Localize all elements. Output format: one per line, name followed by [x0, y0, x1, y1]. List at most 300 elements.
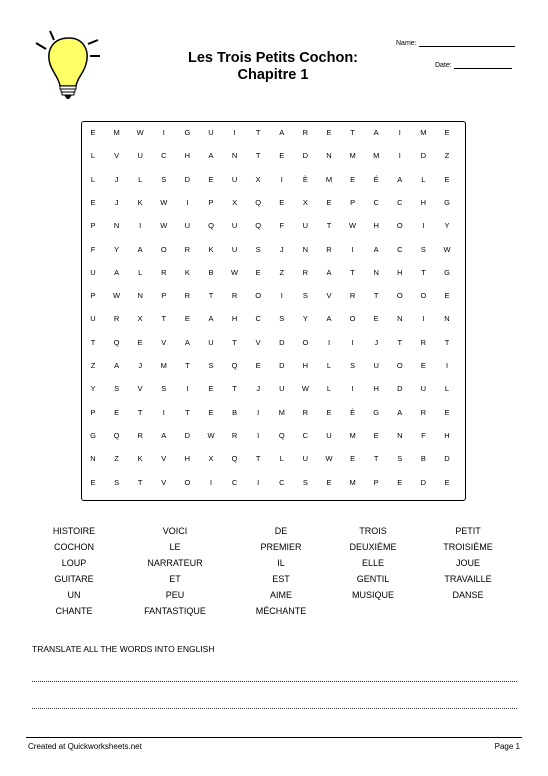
word-list-item: DANSE	[452, 590, 484, 600]
grid-letter[interactable]: A	[279, 128, 285, 137]
word-list-item: TRAVAILLE	[444, 574, 492, 584]
word-list-item: EST	[272, 574, 290, 584]
word-list-item: TROIS	[359, 526, 387, 536]
grid-letter[interactable]: L	[421, 174, 426, 184]
grid-letter[interactable]: U	[90, 314, 96, 324]
grid-letter[interactable]: V	[137, 384, 143, 394]
grid-letter[interactable]: H	[184, 151, 191, 161]
grid-letter[interactable]: J	[114, 197, 119, 207]
grid-letter[interactable]: P	[373, 477, 379, 487]
grid-letter[interactable]: E	[184, 314, 190, 324]
grid-letter[interactable]: J	[256, 384, 261, 394]
grid-letter[interactable]: G	[184, 128, 191, 137]
grid-letter[interactable]: L	[444, 384, 450, 394]
grid-letter[interactable]: M	[373, 151, 380, 161]
grid-letter[interactable]: P	[208, 197, 214, 207]
grid-letter[interactable]: E	[208, 407, 214, 417]
grid-letter[interactable]: H	[184, 454, 191, 464]
grid-letter[interactable]: O	[396, 221, 403, 231]
grid-letter[interactable]: T	[350, 128, 355, 137]
grid-letter[interactable]: T	[137, 407, 143, 417]
grid-letter[interactable]: G	[373, 407, 380, 417]
grid-letter[interactable]: E	[444, 477, 450, 487]
grid-letter[interactable]: V	[161, 477, 167, 487]
grid-letter[interactable]: I	[139, 221, 142, 231]
word-list-item: CHANTE	[55, 606, 93, 616]
grid-letter[interactable]: E	[326, 128, 332, 137]
word-list-item: DEUXIÈME	[349, 542, 397, 552]
grid-letter[interactable]: S	[161, 384, 167, 394]
grid-letter[interactable]: V	[326, 291, 332, 301]
grid-letter[interactable]: X	[302, 197, 308, 207]
word-list-item: MUSIQUE	[351, 590, 394, 600]
word-list-item: DE	[274, 526, 288, 536]
grid-letter[interactable]: N	[231, 151, 238, 161]
grid-letter[interactable]: L	[279, 454, 284, 464]
grid-letter[interactable]: R	[231, 430, 238, 440]
grid-letter[interactable]: A	[397, 174, 403, 184]
instructions: TRANSLATE ALL THE WORDS INTO ENGLISH	[32, 644, 215, 654]
grid-letter[interactable]: J	[138, 361, 143, 370]
grid-letter[interactable]: A	[114, 361, 120, 370]
grid-letter[interactable]: I	[398, 128, 401, 137]
word-list-item: NARRATEUR	[147, 558, 203, 568]
grid-letter[interactable]: E	[444, 128, 450, 137]
grid-letter[interactable]: O	[396, 361, 403, 370]
grid-letter[interactable]: W	[443, 244, 451, 254]
grid-letter[interactable]: T	[326, 221, 332, 231]
grid-letter[interactable]: Z	[114, 454, 119, 464]
grid-letter[interactable]: Q	[231, 361, 238, 370]
grid-letter[interactable]: N	[444, 314, 450, 324]
grid-letter[interactable]: P	[90, 407, 96, 417]
lightbulb-icon	[28, 28, 110, 104]
grid-letter[interactable]: S	[208, 361, 214, 370]
grid-letter[interactable]: M	[420, 128, 427, 137]
grid-letter[interactable]: N	[373, 267, 379, 277]
word-list-item: MÉCHANTE	[255, 606, 307, 616]
grid-letter[interactable]: T	[350, 267, 355, 277]
grid-letter[interactable]: E	[350, 454, 356, 464]
grid-letter[interactable]: R	[302, 407, 309, 417]
grid-letter[interactable]: D	[444, 454, 450, 464]
grid-letter[interactable]: L	[326, 361, 332, 370]
date-label: Date:	[435, 62, 452, 69]
grid-letter[interactable]: E	[137, 337, 143, 347]
grid-letter[interactable]: Y	[302, 314, 308, 324]
grid-letter[interactable]: Q	[113, 337, 120, 347]
grid-letter[interactable]: W	[349, 221, 357, 231]
grid-letter[interactable]: S	[302, 477, 308, 487]
grid-letter[interactable]: T	[232, 384, 237, 394]
grid-letter[interactable]: Q	[208, 221, 214, 231]
grid-letter[interactable]: A	[373, 128, 379, 137]
word-list-item: AIME	[269, 590, 292, 600]
grid-letter[interactable]: L	[90, 151, 96, 161]
grid-letter[interactable]: D	[279, 361, 285, 370]
grid-letter[interactable]: O	[302, 337, 309, 347]
grid-letter[interactable]: E	[397, 477, 403, 487]
grid-letter[interactable]: X	[255, 174, 261, 184]
grid-letter[interactable]: Y	[444, 221, 450, 231]
grid-letter[interactable]: Z	[444, 151, 450, 161]
grid-letter[interactable]: E	[90, 197, 96, 207]
word-list-item: TROISIÈME	[443, 542, 493, 552]
grid-letter[interactable]: D	[302, 151, 309, 161]
grid-letter[interactable]: R	[302, 128, 309, 137]
grid-letter[interactable]: V	[161, 454, 167, 464]
grid-letter[interactable]: F	[279, 221, 285, 231]
grid-letter[interactable]: N	[397, 314, 403, 324]
answer-line[interactable]	[32, 681, 517, 682]
grid-letter[interactable]: A	[208, 151, 214, 161]
grid-letter[interactable]: J	[374, 337, 379, 347]
grid-letter[interactable]: E	[373, 430, 379, 440]
grid-letter[interactable]: I	[257, 477, 260, 487]
grid-letter[interactable]: T	[444, 337, 450, 347]
grid-letter[interactable]: P	[161, 291, 167, 301]
grid-letter[interactable]: H	[420, 197, 427, 207]
grid-letter[interactable]: Q	[255, 221, 262, 231]
word-list-item: JOUE	[455, 558, 480, 568]
grid-letter[interactable]: T	[255, 454, 261, 464]
word-list-item: UN	[67, 590, 81, 600]
name-field[interactable]	[396, 39, 515, 47]
grid-letter[interactable]: T	[373, 291, 379, 301]
word-list-item: LOUP	[61, 558, 87, 568]
grid-letter[interactable]: V	[255, 337, 261, 347]
grid-letter[interactable]: U	[231, 221, 238, 231]
grid-letter[interactable]: C	[397, 244, 403, 254]
grid-letter[interactable]: E	[90, 477, 96, 487]
grid-letter[interactable]: E	[90, 128, 96, 137]
grid-letter[interactable]: U	[90, 267, 96, 277]
grid-letter[interactable]: I	[209, 477, 213, 487]
grid-letter[interactable]: S	[114, 384, 120, 394]
title-line-1: Les Trois Petits Cochon:	[188, 50, 358, 66]
grid-letter[interactable]: N	[113, 221, 120, 231]
grid-letter[interactable]: E	[444, 174, 450, 184]
grid-letter[interactable]: O	[396, 291, 403, 301]
grid-letter[interactable]: H	[302, 361, 309, 370]
grid-letter[interactable]: E	[279, 151, 285, 161]
grid-letter[interactable]: I	[351, 244, 354, 254]
grid-letter[interactable]: E	[279, 197, 285, 207]
grid-letter[interactable]: S	[161, 174, 167, 184]
grid-letter[interactable]: R	[302, 267, 309, 277]
grid-letter[interactable]: S	[397, 454, 403, 464]
worksheet-title	[150, 50, 396, 84]
page-number: Page 1	[494, 742, 520, 751]
word-list-item: PREMIER	[260, 542, 302, 552]
word-list-item: VOICI	[162, 526, 188, 536]
grid-letter[interactable]: T	[185, 361, 190, 370]
grid-letter[interactable]: T	[137, 477, 143, 487]
name-line[interactable]	[419, 39, 515, 47]
grid-letter[interactable]: A	[397, 407, 403, 417]
grid-letter[interactable]: I	[422, 221, 425, 231]
grid-letter[interactable]: R	[420, 337, 427, 347]
grid-letter[interactable]: O	[420, 291, 427, 301]
grid-letter[interactable]: Z	[90, 361, 96, 370]
grid-letter[interactable]: R	[326, 244, 332, 254]
grid-letter[interactable]: S	[255, 244, 261, 254]
grid-letter[interactable]: V	[161, 337, 167, 347]
grid-letter[interactable]: W	[136, 128, 144, 137]
grid-letter[interactable]: C	[302, 430, 309, 440]
word-list-item: GENTIL	[356, 574, 390, 584]
grid-letter[interactable]: W	[207, 430, 215, 440]
grid-letter[interactable]: U	[302, 221, 309, 231]
grid-letter[interactable]: K	[137, 454, 143, 464]
grid-letter[interactable]: S	[114, 477, 120, 487]
grid-letter[interactable]: Z	[279, 267, 285, 277]
grid-letter[interactable]: Q	[231, 454, 238, 464]
grid-letter[interactable]: D	[420, 151, 427, 161]
grid-letter[interactable]: H	[444, 430, 450, 440]
grid-letter[interactable]: H	[397, 267, 403, 277]
grid-letter[interactable]: U	[373, 361, 379, 370]
grid-letter[interactable]: E	[420, 361, 426, 370]
word-list-item: PETIT	[455, 526, 481, 536]
grid-letter[interactable]: E	[208, 174, 214, 184]
grid-letter[interactable]: B	[208, 267, 214, 277]
grid-letter[interactable]: U	[326, 430, 332, 440]
grid-letter[interactable]: R	[137, 430, 143, 440]
grid-letter[interactable]: I	[280, 291, 283, 301]
grid-letter[interactable]: C	[279, 477, 285, 487]
grid-letter[interactable]: P	[90, 221, 96, 231]
grid-letter[interactable]: E	[350, 174, 356, 184]
grid-letter[interactable]: A	[161, 430, 167, 440]
grid-letter[interactable]: T	[208, 291, 214, 301]
grid-letter[interactable]: W	[325, 454, 333, 464]
grid-letter[interactable]: O	[349, 314, 356, 324]
grid-letter[interactable]: I	[351, 337, 354, 347]
grid-letter[interactable]: E	[444, 407, 450, 417]
grid-letter[interactable]: D	[184, 174, 191, 184]
grid-letter[interactable]: N	[397, 430, 403, 440]
grid-letter[interactable]: S	[302, 291, 308, 301]
grid-letter[interactable]: T	[421, 267, 426, 277]
word-search-grid	[81, 121, 466, 501]
grid-letter[interactable]: P	[90, 291, 96, 301]
grid-letter[interactable]: I	[257, 407, 260, 417]
grid-letter[interactable]: U	[137, 151, 143, 161]
grid-letter[interactable]: E	[326, 407, 332, 417]
grid-letter[interactable]: Y	[114, 244, 120, 254]
grid-letter[interactable]: M	[160, 361, 167, 370]
word-list-item: ELLE	[361, 558, 385, 568]
grid-letter[interactable]: S	[350, 361, 356, 370]
grid-letter[interactable]: M	[325, 174, 333, 184]
grid-letter[interactable]: K	[184, 267, 190, 277]
grid-letter[interactable]: A	[208, 314, 214, 324]
grid-letter[interactable]: D	[420, 477, 427, 487]
grid-letter[interactable]: Q	[255, 197, 262, 207]
grid-letter[interactable]: G	[444, 267, 450, 277]
grid-letter[interactable]: F	[90, 244, 96, 254]
grid-letter[interactable]: E	[373, 314, 379, 324]
grid-letter[interactable]: K	[137, 197, 143, 207]
grid-letter[interactable]: È	[350, 407, 356, 417]
grid-letter[interactable]: I	[351, 384, 354, 394]
grid-letter[interactable]: U	[302, 454, 309, 464]
grid-letter[interactable]: D	[184, 430, 191, 440]
grid-letter[interactable]: I	[186, 197, 189, 207]
grid-letter[interactable]: W	[160, 197, 168, 207]
grid-letter[interactable]: Y	[90, 384, 96, 394]
grid-letter[interactable]: V	[114, 151, 120, 161]
grid-letter[interactable]: I	[327, 337, 331, 347]
grid-letter[interactable]: U	[231, 244, 238, 254]
grid-letter[interactable]: M	[278, 407, 285, 417]
grid-letter[interactable]: I	[280, 174, 283, 184]
grid-letter[interactable]: R	[184, 291, 191, 301]
grid-letter[interactable]: A	[184, 337, 190, 347]
grid-letter[interactable]: L	[326, 384, 332, 394]
grid-letter[interactable]: R	[184, 244, 191, 254]
grid-letter[interactable]: M	[349, 477, 356, 487]
grid-letter[interactable]: I	[186, 384, 189, 394]
grid-letter[interactable]: Q	[278, 430, 285, 440]
grid-letter[interactable]: E	[444, 291, 450, 301]
grid-letter[interactable]: U	[420, 384, 427, 394]
grid-letter[interactable]: A	[137, 244, 143, 254]
grid-letter[interactable]: C	[255, 314, 261, 324]
grid-letter[interactable]: T	[255, 151, 261, 161]
grid-letter[interactable]: T	[397, 337, 403, 347]
grid-letter[interactable]: G	[90, 430, 96, 440]
grid-letter[interactable]: Q	[113, 430, 120, 440]
grid-letter[interactable]: A	[373, 244, 379, 254]
grid-letter[interactable]: E	[255, 361, 261, 370]
grid-letter[interactable]: T	[255, 128, 261, 137]
title-line-2: Chapitre 1	[237, 67, 309, 83]
grid-letter[interactable]: I	[257, 430, 260, 440]
grid-letter[interactable]: M	[349, 151, 356, 161]
grid-letter[interactable]: N	[302, 244, 309, 254]
grid-letter[interactable]: È	[302, 174, 308, 184]
grid-letter[interactable]: O	[184, 477, 191, 487]
date-line[interactable]	[454, 61, 512, 69]
grid-letter[interactable]: C	[373, 197, 379, 207]
grid-letter[interactable]: E	[255, 267, 261, 277]
grid-letter[interactable]: H	[373, 221, 379, 231]
grid-letter[interactable]: W	[301, 384, 309, 394]
grid-letter[interactable]: I	[422, 314, 425, 324]
grid-letter[interactable]: G	[444, 197, 450, 207]
grid-letter[interactable]: T	[161, 314, 167, 324]
grid-letter[interactable]: R	[349, 291, 356, 301]
grid-letter[interactable]: N	[326, 151, 332, 161]
footer-divider	[26, 737, 522, 738]
grid-letter[interactable]: F	[421, 430, 426, 440]
word-list-item: IL	[277, 558, 285, 568]
grid-letter[interactable]: L	[90, 174, 96, 184]
grid-letter[interactable]: C	[231, 477, 238, 487]
grid-letter[interactable]: T	[232, 337, 237, 347]
grid-letter[interactable]: A	[114, 267, 120, 277]
grid-letter[interactable]: X	[137, 314, 143, 324]
grid-letter[interactable]: I	[162, 407, 165, 417]
grid-letter[interactable]: I	[398, 151, 401, 161]
grid-letter[interactable]: B	[232, 407, 238, 417]
grid-letter[interactable]: O	[160, 244, 167, 254]
grid-letter[interactable]: S	[279, 314, 285, 324]
grid-letter[interactable]: C	[161, 151, 167, 161]
grid-letter[interactable]: E	[326, 477, 332, 487]
name-label: Name:	[396, 40, 417, 47]
word-list-item: COCHON	[54, 542, 94, 552]
grid-letter[interactable]: B	[420, 454, 426, 464]
grid-letter[interactable]: C	[397, 197, 403, 207]
grid-letter[interactable]: T	[373, 454, 379, 464]
footer-credit: Created at Quickworksheets.net	[28, 742, 142, 751]
grid-letter[interactable]: T	[185, 407, 190, 417]
grid-letter[interactable]: E	[326, 197, 332, 207]
word-list-item: FANTASTIQUE	[144, 606, 206, 616]
grid-letter[interactable]: R	[113, 314, 120, 324]
grid-letter[interactable]: L	[138, 267, 143, 277]
grid-letter[interactable]: S	[420, 244, 426, 254]
word-list-item: ET	[169, 574, 181, 584]
word-list-item: GUITARE	[54, 574, 94, 584]
grid-letter[interactable]: L	[138, 174, 143, 184]
grid-letter[interactable]: P	[350, 197, 356, 207]
grid-letter[interactable]: N	[137, 291, 143, 301]
grid-letter[interactable]: I	[162, 128, 165, 137]
grid-letter[interactable]: W	[160, 221, 168, 231]
grid-letter[interactable]: H	[231, 314, 238, 324]
grid-letter[interactable]: I	[445, 361, 449, 370]
answer-line[interactable]	[32, 708, 517, 709]
grid-letter[interactable]: X	[208, 454, 214, 464]
grid-letter[interactable]: T	[90, 337, 96, 347]
grid-letter[interactable]: U	[279, 384, 285, 394]
grid-letter[interactable]: O	[255, 291, 262, 301]
grid-letter[interactable]: R	[231, 291, 238, 301]
grid-letter[interactable]: R	[161, 267, 167, 277]
grid-letter[interactable]: M	[349, 430, 356, 440]
word-list-item: LE	[169, 542, 181, 552]
grid-letter[interactable]: U	[208, 337, 214, 347]
grid-letter[interactable]: K	[208, 244, 214, 254]
grid-letter[interactable]: A	[326, 314, 332, 324]
grid-letter[interactable]: J	[114, 174, 119, 184]
grid-letter[interactable]: U	[208, 128, 214, 137]
grid-letter[interactable]: H	[373, 384, 379, 394]
grid-letter[interactable]: U	[231, 174, 238, 184]
grid-letter[interactable]: E	[208, 384, 214, 394]
grid-letter[interactable]: U	[184, 221, 191, 231]
grid-letter[interactable]: R	[420, 407, 427, 417]
grid-letter[interactable]: É	[373, 174, 379, 184]
grid-letter[interactable]: M	[113, 128, 120, 137]
grid-letter[interactable]: N	[90, 454, 96, 464]
grid-letter[interactable]: W	[113, 291, 121, 301]
grid-letter[interactable]: D	[397, 384, 403, 394]
grid-letter[interactable]: E	[114, 407, 120, 417]
grid-letter[interactable]: X	[232, 197, 238, 207]
grid-letter[interactable]: J	[279, 244, 284, 254]
grid-letter[interactable]: D	[279, 337, 285, 347]
date-field[interactable]	[435, 61, 512, 69]
grid-letter[interactable]: A	[326, 267, 332, 277]
grid-letter[interactable]: I	[233, 128, 236, 137]
word-list-item: PEU	[165, 590, 185, 600]
grid-letter[interactable]: W	[231, 267, 239, 277]
